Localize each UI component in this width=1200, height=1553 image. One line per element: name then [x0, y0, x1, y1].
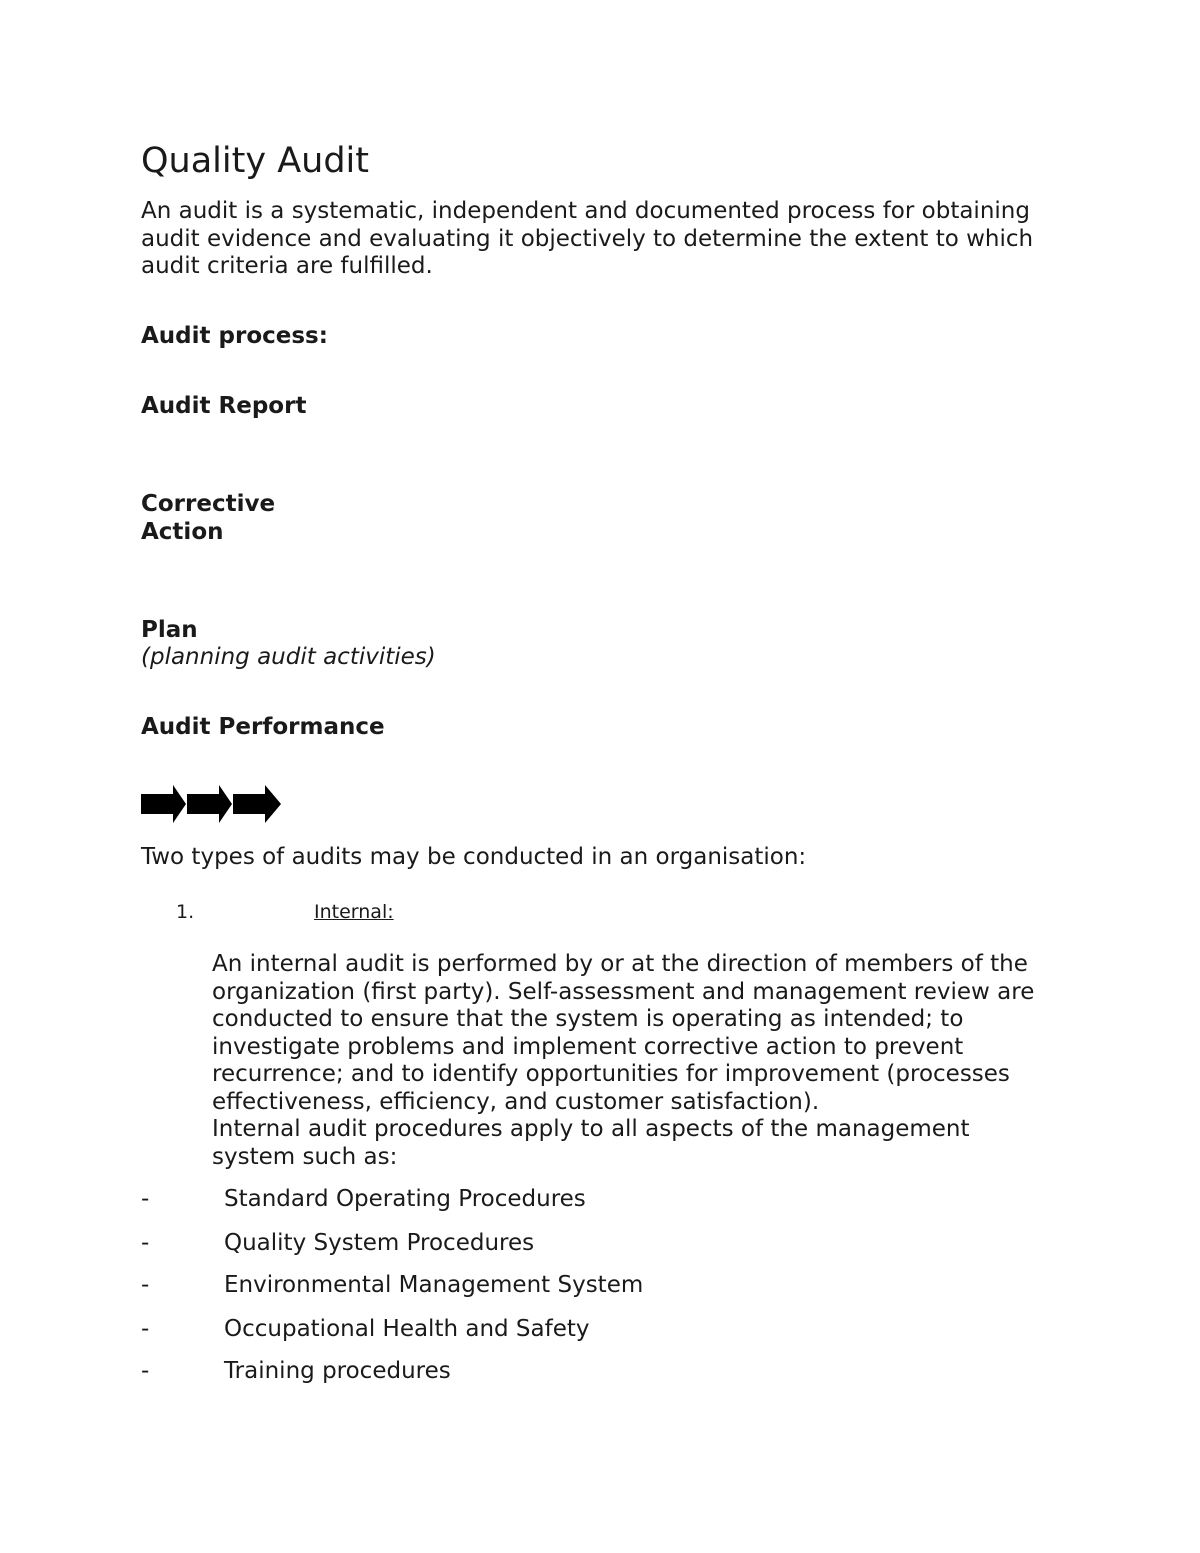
heading-corrective-line1: Corrective [141, 491, 276, 517]
bullet-item: Environmental Management System [224, 1272, 644, 1298]
types-intro: Two types of audits may be conducted in an organisation: [141, 844, 807, 870]
internal-line: organization (first party). Self-assessment and management review are [212, 978, 1035, 1005]
page-title: Quality Audit [141, 141, 369, 181]
internal-paragraph [212, 951, 1034, 1171]
bullet-item: Quality System Procedures [224, 1230, 535, 1256]
bullet-item: Standard Operating Procedures [224, 1186, 586, 1212]
list-label-internal: Internal: [314, 901, 394, 923]
internal-line: conducted to ensure that the system is operating as intended; to [212, 1006, 964, 1032]
bullet-marker: - [141, 1358, 150, 1384]
intro-line: audit criteria are fulfilled. [141, 253, 433, 279]
bullet-item: Training procedures [224, 1358, 451, 1384]
bullet-marker: - [141, 1186, 150, 1212]
bullet-marker: - [141, 1272, 150, 1298]
heading-audit-performance: Audit Performance [141, 714, 385, 740]
intro-line: An audit is a systematic, independent and documented process for obtaining [141, 198, 1030, 224]
internal-line: effectiveness, efficiency, and customer satisfaction). [212, 1088, 820, 1115]
bullet-marker: - [141, 1230, 150, 1256]
heading-corrective-line2: Action [141, 519, 224, 545]
bullet-marker: - [141, 1316, 150, 1342]
internal-line: system such as: [212, 1143, 398, 1170]
list-number: 1. [176, 901, 195, 923]
internal-line: Internal audit procedures apply to all aspects of the management [212, 1116, 970, 1142]
heading-audit-process: Audit process: [141, 323, 328, 349]
intro-line: audit evidence and evaluating it objectively to determine the extent to which [141, 225, 1034, 252]
bullet-item: Occupational Health and Safety [224, 1316, 590, 1342]
internal-line: investigate problems and implement corrective action to prevent [212, 1033, 964, 1060]
triple-right-arrow-icon [141, 784, 286, 824]
heading-audit-report: Audit Report [141, 393, 307, 419]
heading-plan: Plan [141, 617, 198, 643]
intro-paragraph [141, 198, 1101, 281]
internal-line: recurrence; and to identify opportunities for improvement (processes [212, 1061, 1010, 1087]
plan-subtitle: (planning audit activities) [141, 644, 436, 670]
internal-line: An internal audit is performed by or at the direction of members of the [212, 951, 1028, 977]
